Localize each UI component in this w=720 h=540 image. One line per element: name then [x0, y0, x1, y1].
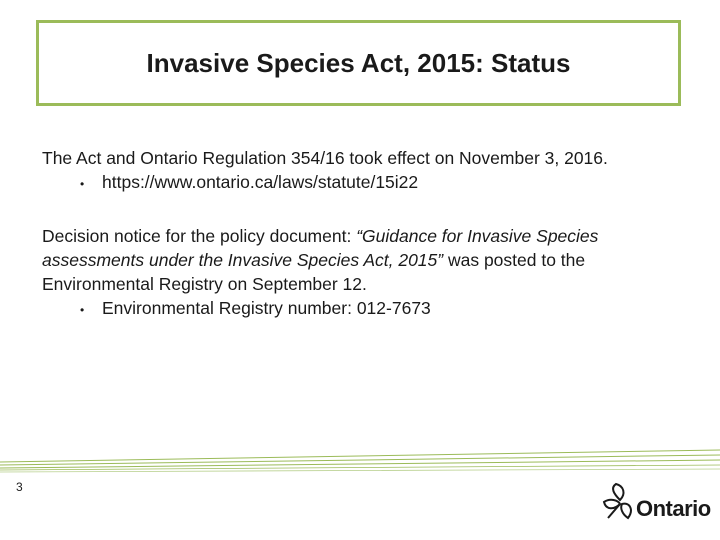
paragraph-2-italic: “Guidance for Invasive Species assessments under the Invasive Species Act, 2015” [42, 226, 599, 270]
page-number: 3 [16, 480, 23, 494]
ontario-logo [598, 478, 710, 528]
paragraph-1: The Act and Ontario Regulation 354/16 took effect on November 3, 2016. [42, 148, 608, 168]
paragraph-2-prefix: Decision notice for the policy document: [42, 226, 357, 246]
paragraph-2-text [42, 224, 682, 296]
paragraph-2-suffix: was posted to the Environmental Registry on September 12. [42, 250, 586, 294]
footer-decoration [0, 448, 720, 474]
statute-link[interactable]: https://www.ontario.ca/laws/statute/15i22 [102, 172, 419, 192]
slide-title: Invasive Species Act, 2015: Status [146, 47, 571, 78]
ontario-wordmark: Ontario [636, 496, 711, 521]
bullet-item-2 [80, 296, 682, 322]
bullet-icon: • [80, 177, 85, 191]
bullet-icon: • [80, 303, 85, 317]
paragraph-2 [42, 224, 682, 296]
registry-number: Environmental Registry number: 012-7673 [102, 298, 431, 318]
trillium-icon [598, 480, 638, 526]
bullet-item-1 [80, 170, 682, 196]
title-box [36, 20, 681, 106]
slide-body [42, 146, 682, 322]
